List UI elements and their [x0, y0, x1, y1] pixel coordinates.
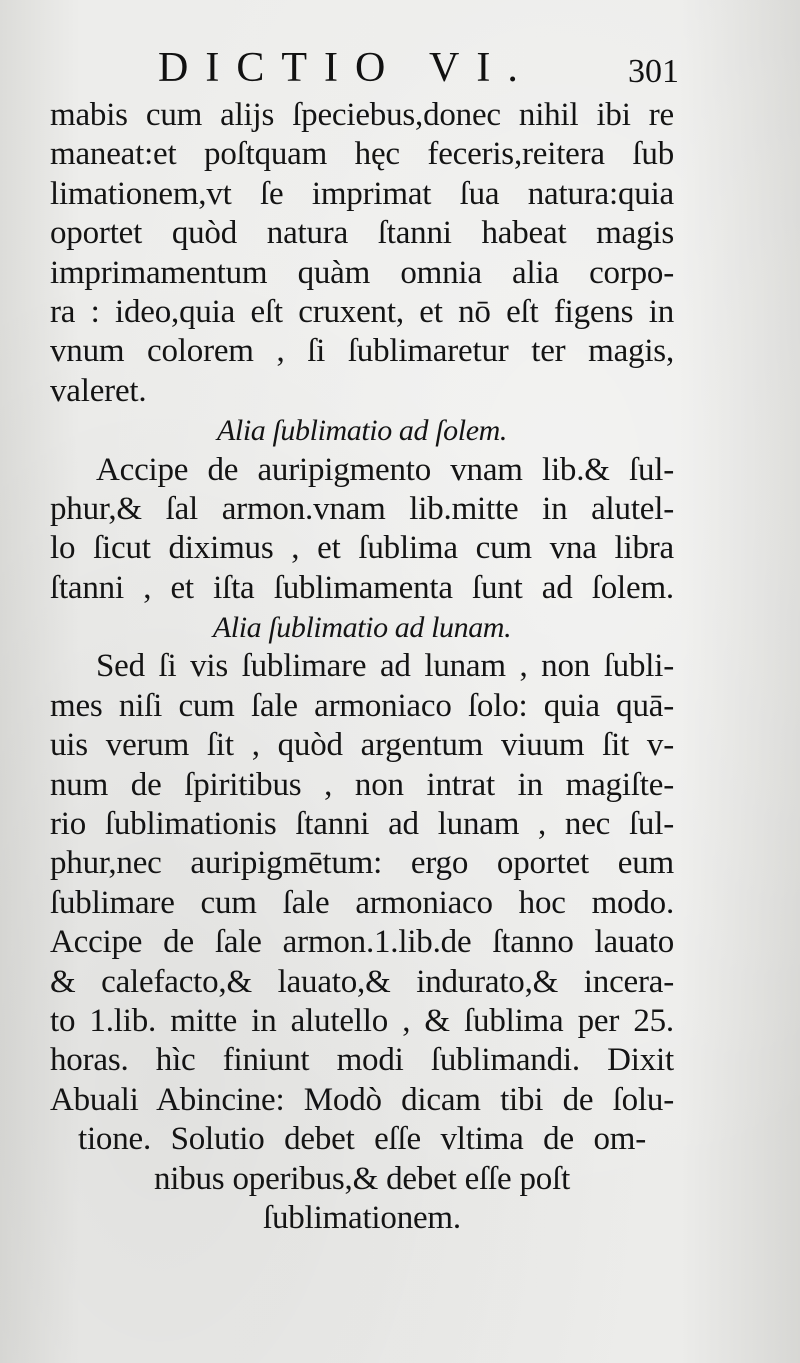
text-line: lo ſicut diximus , et ſublima cum vna libra [50, 530, 674, 567]
text-line: Accipe de auripigmento vnam lib.& ſul- [96, 451, 674, 488]
text-line: Abuali Abincine: Modò dicam tibi de ſolu- [50, 1081, 674, 1118]
text-line: ſublimare cum ſale armoniaco hoc modo. [50, 884, 674, 921]
text-line: Sed ſi vis ſublimare ad lunam , non ſubli- [96, 648, 674, 685]
text-line: uis verum ſit , quòd argentum viuum ſit v- [50, 727, 674, 764]
body-text [50, 96, 674, 1238]
text-line: horas. hìc finiunt modi ſublimandi. Dixit [50, 1042, 674, 1079]
text-line: phur,nec auripigmētum: ergo oportet eum [50, 845, 674, 882]
text-line: limationem,vt ſe imprimat ſua natura:quia [50, 175, 674, 212]
text-line: num de ſpiritibus , non intrat in magiſte- [50, 766, 674, 803]
text-line: ra : ideo,quia eſt cruxent, et nō eſt figens in [50, 293, 674, 330]
section-heading-moon: Alia ſublimatio ad lunam. [212, 611, 512, 645]
text-line: mes niſi cum ſale armoniaco ſolo: quia quā- [50, 687, 674, 724]
text-line: & calefacto,& lauato,& indurato,& incera- [50, 963, 674, 1000]
text-line: oportet quòd natura ſtanni habeat magis [50, 215, 674, 252]
text-line: tione. Solutio debet eſſe vltima de om- [78, 1121, 646, 1158]
text-line: ſublimationem. [263, 1199, 461, 1236]
text-line: to 1.lib. mitte in alutello , & ſublima per 25. [50, 1002, 674, 1039]
text-line: Accipe de ſale armon.1.lib.de ſtanno lauato [50, 924, 674, 961]
text-line: imprimamentum quàm omnia alia corpo- [50, 254, 674, 291]
running-head [0, 38, 800, 98]
text-line: nibus operibus,& debet eſſe poſt [153, 1160, 571, 1197]
text-line: rio ſublimationis ſtanni ad lunam , nec ſul- [50, 806, 674, 843]
running-head-title: DICTIO VI. [158, 45, 535, 91]
text-line: valeret. [50, 372, 147, 409]
text-line: mabis cum alijs ſpeciebus,donec nihil ibi re [50, 97, 674, 133]
text-line: ſtanni , et iſta ſublimamenta ſunt ad ſolem. [50, 569, 674, 606]
page-number: 301 [628, 53, 679, 90]
text-line: phur,& ſal armon.vnam lib.mitte in alutel- [50, 490, 674, 527]
text-line: vnum colorem , ſi ſublimaretur ter magis, [50, 333, 674, 370]
text-line: maneat:et poſtquam hęc feceris,reitera ſub [50, 136, 674, 173]
section-heading-sun: Alia ſublimatio ad ſolem. [217, 414, 507, 448]
